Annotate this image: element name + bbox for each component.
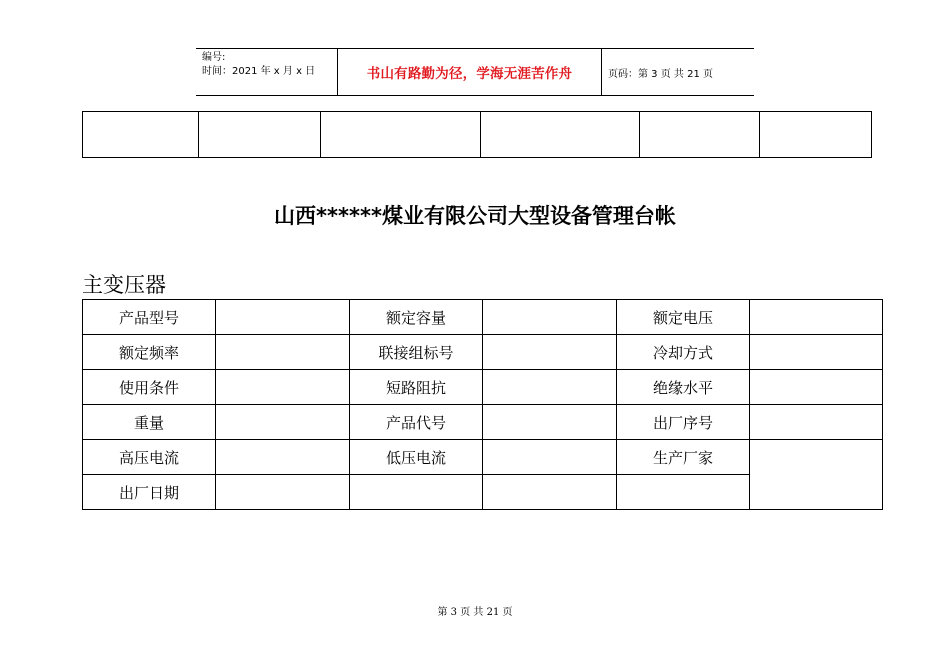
page-header (196, 48, 754, 96)
table-row (83, 335, 883, 370)
spec-label: 产品代号 (350, 405, 483, 440)
blank-cell (640, 112, 760, 158)
spec-label: 绝缘水平 (617, 370, 750, 405)
spec-value (483, 405, 617, 440)
blank-table (82, 111, 872, 158)
spec-value (750, 405, 883, 440)
blank-cell (481, 112, 640, 158)
spec-blank (483, 475, 617, 510)
spec-value (750, 300, 883, 335)
spec-label: 生产厂家 (617, 440, 750, 475)
table-row (83, 405, 883, 440)
spec-value (216, 475, 350, 510)
table-row (83, 440, 883, 475)
number-label: 编号: (202, 52, 226, 63)
blank-cell (83, 112, 199, 158)
document-title: 山西******煤业有限公司大型设备管理台帐 (274, 204, 676, 228)
spec-value (216, 440, 350, 475)
spec-label: 额定频率 (83, 335, 216, 370)
spec-value (216, 405, 350, 440)
spec-blank (617, 475, 750, 510)
table-row (83, 370, 883, 405)
blank-cell (199, 112, 321, 158)
spec-label: 低压电流 (350, 440, 483, 475)
spec-label: 产品型号 (83, 300, 216, 335)
spec-label: 出厂序号 (617, 405, 750, 440)
blank-cell (321, 112, 481, 158)
spec-value (750, 335, 883, 370)
spec-label: 使用条件 (83, 370, 216, 405)
spec-label: 出厂日期 (83, 475, 216, 510)
transformer-spec-table (82, 299, 883, 510)
blank-cell (760, 112, 872, 158)
spec-value (750, 440, 883, 510)
spec-value (483, 440, 617, 475)
spec-value (216, 370, 350, 405)
header-page-code: 页码：第 3 页 共 21 页 (608, 68, 713, 80)
header-motto: 书山有路勤为径，学海无涯苦作舟 (338, 49, 602, 95)
spec-label: 短路阻抗 (350, 370, 483, 405)
table-row (83, 300, 883, 335)
spec-blank (350, 475, 483, 510)
time-label: 时间：2021 年 x 月 x 日 (202, 66, 316, 77)
spec-label: 额定容量 (350, 300, 483, 335)
header-meta (196, 49, 338, 95)
spec-label: 冷却方式 (617, 335, 750, 370)
spec-value (483, 335, 617, 370)
spec-value (483, 300, 617, 335)
spec-label: 高压电流 (83, 440, 216, 475)
spec-value (750, 370, 883, 405)
page-footer: 第 3 页 共 21 页 (437, 607, 513, 618)
spec-label: 联接组标号 (350, 335, 483, 370)
spec-value (216, 335, 350, 370)
spec-value (483, 370, 617, 405)
spec-label: 额定电压 (617, 300, 750, 335)
spec-value (216, 300, 350, 335)
table-row (83, 112, 872, 158)
spec-label: 重量 (83, 405, 216, 440)
section-title: 主变压器 (82, 273, 166, 297)
